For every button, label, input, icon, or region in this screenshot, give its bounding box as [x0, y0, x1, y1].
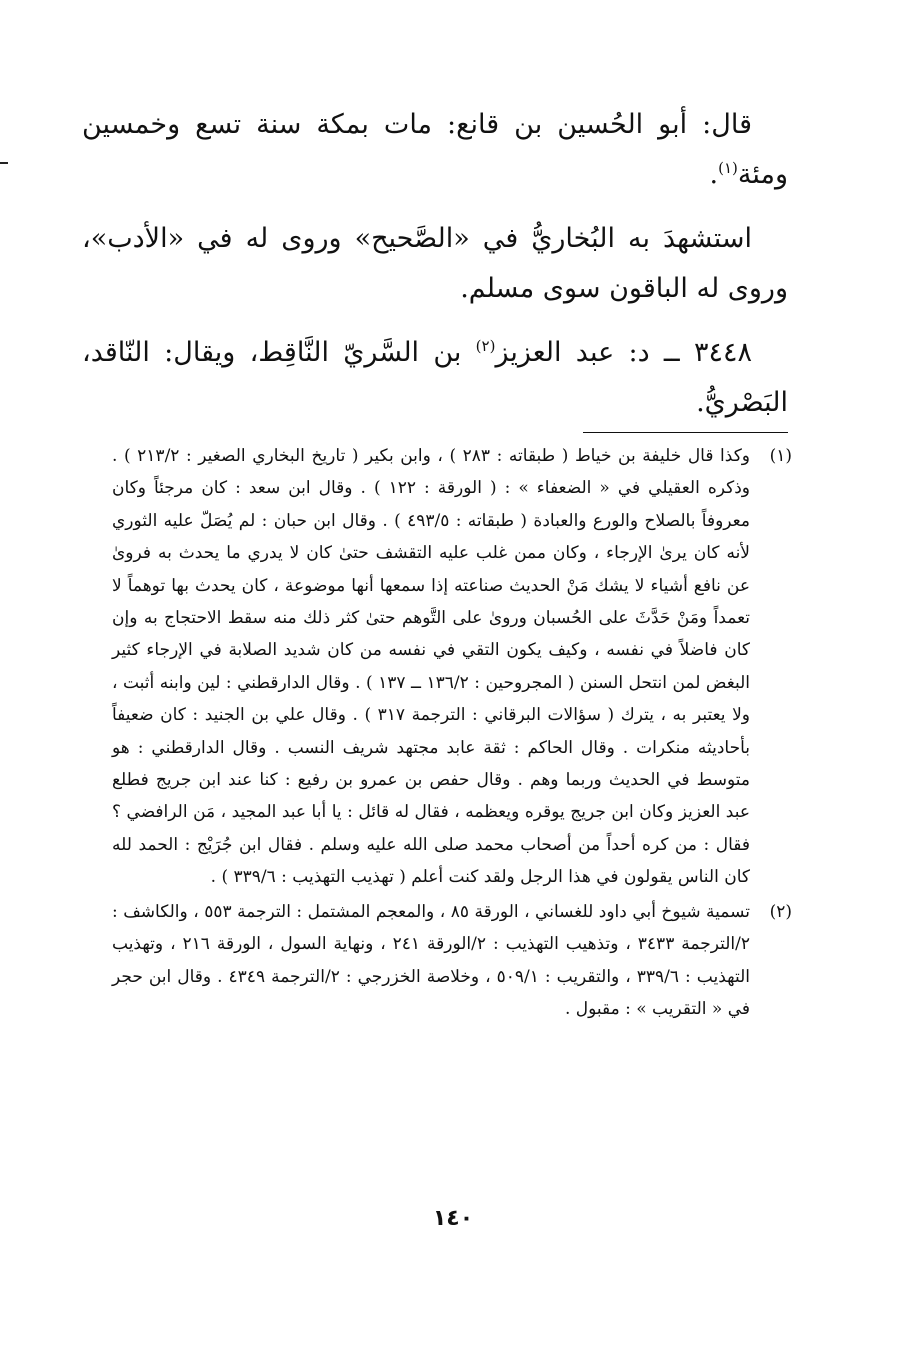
page-number: ١٤٠	[432, 1206, 474, 1231]
paragraph-citation: استشهدَ به البُخاريُّ في «الصَّحيح» وروى له في «الأدب»، وروى له الباقون سوى مسلم.	[82, 223, 788, 304]
footnote-separator	[583, 432, 788, 433]
paragraph-biography-entry	[82, 328, 788, 428]
scan-edge-mark	[0, 162, 8, 164]
entry-heading: ٣٤٤٨ ــ د: عبد العزيز	[495, 337, 752, 368]
paragraph-text: قال: أبو الحُسين بن قانع: مات بمكة سنة تسع وخمسين ومئة	[82, 109, 788, 190]
entry-name: بن السَّريّ النَّاقِط، ويقال: النّاقد، البَصْريُّ.	[82, 337, 788, 418]
paragraph-death-date	[82, 100, 788, 200]
main-text	[82, 100, 788, 442]
footnote-ref-1: (١)	[718, 159, 738, 177]
footnotes	[112, 440, 792, 1025]
footnote-number: (٢)	[769, 901, 792, 922]
footnote-number: (١)	[769, 446, 792, 466]
paragraph-tail: .	[709, 159, 719, 190]
footnote-text: وكذا قال خليفة بن خياط ( طبقاته : ٢٨٣ ) ، وابن بكير ( تاريخ البخاري الصغير : ٢١٣/٢ ) . وذكره العقيلي في « الضعفاء » : ( الورقة : ١٢٢ ) . وقال ابن سعد : كان مرجئاً وكان معروفاً بالصلاح والورع والعبادة ( طبقاته : ٤٩٣/٥ ) . وقال ابن حبان : لم يُصَلّ عليه الثوري لأنه كان يرىٰ الإرجاء ، وكان ممن غلب عليه التقشف حتىٰ كان لا يدري ما يحدث به فروىٰ عن نافع أشياء لا يشك مَنْ الحديث صناعته إذا سمعها أنها موضوعة ، كان يحدث بها توهماً لا تعمداً ومَنْ حَدَّثَ على الحُسبان وروىٰ على التَّوهم حتىٰ كثر ذلك منه سقط الاحتجاج به وإن كان فاضلاً في نفسه ، وكيف يكون التقي في نفسه من كان شديد الصلابة في الإرجاء كثير البغض لمن انتحل السنن ( المجروحين : ١٣٦/٢ ــ ١٣٧ ) . وقال الدارقطني : لين وابنه أثبت ، ولا يعتبر به ، يترك ( سؤالات البرقاني : الترجمة ٣١٧ ) . وقال علي بن الجنيد : كان ضعيفاً بأحاديثه منكرات . وقال الحاكم : ثقة عابد مجتهد شريف النسب . وقال الدارقطني : هو متوسط في الحديث وربما وهم . وقال حفص بن عمرو بن رفيع : كنا عند ابن جريج فطلع عبد العزيز وكان ابن جريج يوقره ويعظمه ، فقال له قائل : يا أبا عبد المجيد ، مَن الرافضي ؟ فقال : من كره أحداً من أصحاب محمد صلى الله عليه وسلم . فقال ابن جُرَيْج : الحمد لله كان الناس يقولون في هذا الرجل ولقد كنت أعلم ( تهذيب التهذيب : ٣٣٩/٦ ) .	[112, 446, 751, 888]
footnote-ref-2: (٢)	[475, 337, 496, 355]
footnote-2	[112, 896, 792, 1026]
footnote-text: تسمية شيوخ أبي داود للغساني ، الورقة ٨٥ ، والمعجم المشتمل : الترجمة ٥٥٣ ، والكاشف : ٢/الترجمة ٣٤٣٣ ، وتذهيب التهذيب : ٢/الورقة ٢٤١ ، ونهاية السول ، الورقة ٢١٦ ، وتهذيب التهذيب : ٣٣٩/٦ ، والتقريب : ٥٠٩/١ ، وخلاصة الخزرجي : ٢/الترجمة ٤٣٤٩ . وقال ابن حجر في « التقريب » : مقبول .	[112, 901, 751, 1019]
footnote-1	[112, 440, 792, 894]
